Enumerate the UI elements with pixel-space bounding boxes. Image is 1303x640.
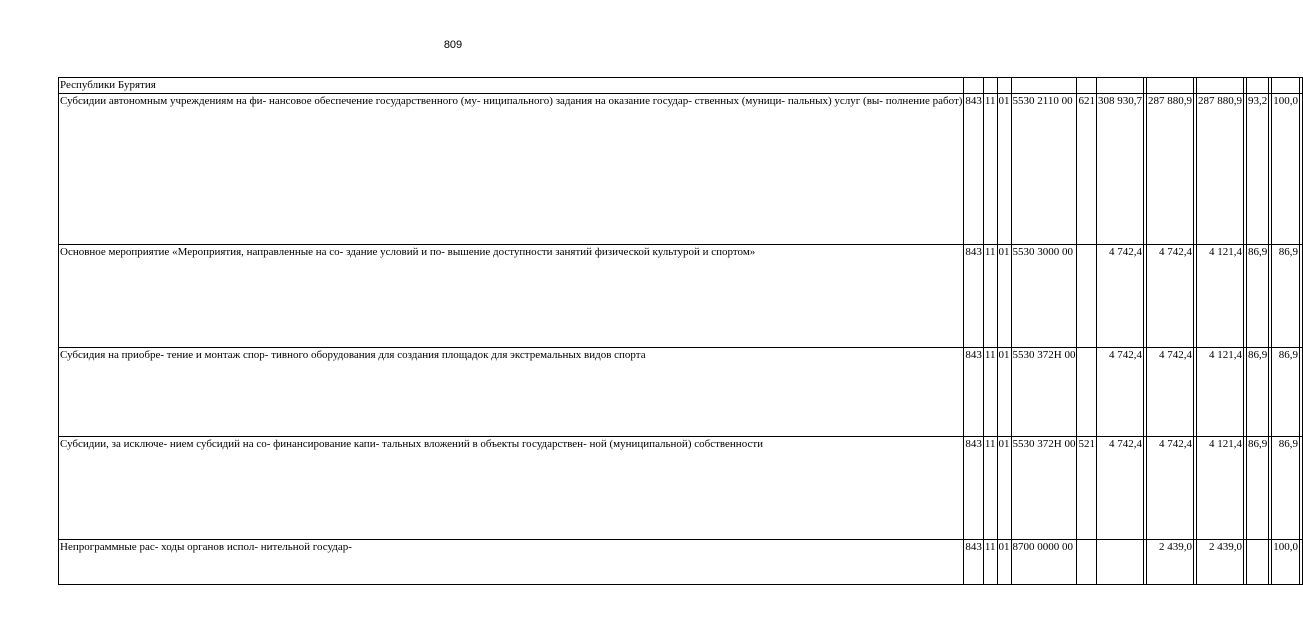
- table-row: [59, 436, 1303, 539]
- cell-percent-refined: 100,0: [1272, 93, 1300, 244]
- cell-csr: 5530 372Н 00: [1011, 347, 1077, 436]
- table-row: [59, 347, 1303, 436]
- cell-approved: 4 742,4: [1096, 436, 1143, 539]
- cell-pr: 01: [997, 93, 1011, 244]
- cell-percent-approved: 86,9: [1246, 347, 1268, 436]
- cell-vr: [1077, 244, 1097, 347]
- cell-pr: 01: [997, 244, 1011, 347]
- cell-csr: 5530 2110 00: [1011, 93, 1077, 244]
- cell-rz: 11: [983, 93, 997, 244]
- cell-percent-refined: 86,9: [1272, 436, 1300, 539]
- cell-percent-refined: 86,9: [1272, 244, 1300, 347]
- table-header-row: [59, 78, 1303, 94]
- row-name: Субсидии автономным учреждениям на фи- нансовое обеспечение государственного (му- ниципального) задания на оказание государ- ственных (муници- пальных) услуг (вы- полнение работ): [59, 93, 964, 244]
- cell-vr: [1077, 347, 1097, 436]
- cell-percent-approved: [1246, 539, 1268, 584]
- cell-executed: 4 121,4: [1196, 436, 1243, 539]
- row-name: Основное мероприятие «Мероприятия, направленные на со- здание условий и по- вышение доступности занятий физической культурой и спортом»: [59, 244, 964, 347]
- cell-executed: 287 880,9: [1196, 93, 1243, 244]
- cell-csr: 8700 0000 00: [1011, 539, 1077, 584]
- cell-approved: 308 930,7: [1096, 93, 1143, 244]
- cell-vr: [1077, 539, 1097, 584]
- cell-percent-approved: 93,2: [1246, 93, 1268, 244]
- cell-grbs: 843: [964, 347, 984, 436]
- page-number: 809: [443, 39, 463, 51]
- cell-refined: 2 439,0: [1146, 539, 1193, 584]
- cell-rz: 11: [983, 436, 997, 539]
- cell-approved: [1096, 539, 1143, 584]
- cell-refined: 4 742,4: [1146, 244, 1193, 347]
- cell-percent-approved: 86,9: [1246, 244, 1268, 347]
- table-row: [59, 93, 1303, 244]
- table-row: [59, 244, 1303, 347]
- cell-grbs: 843: [964, 93, 984, 244]
- cell-vr: 521: [1077, 436, 1097, 539]
- cell-rz: 11: [983, 539, 997, 584]
- cell-pr: 01: [997, 436, 1011, 539]
- cell-csr: 5530 3000 00: [1011, 244, 1077, 347]
- cell-percent-refined: 86,9: [1272, 347, 1300, 436]
- budget-table: [58, 77, 1303, 585]
- cell-refined: 4 742,4: [1146, 436, 1193, 539]
- cell-executed: 4 121,4: [1196, 244, 1243, 347]
- cell-percent-approved: 86,9: [1246, 436, 1268, 539]
- row-name: Непрограммные рас- ходы органов испол- нительной государ-: [59, 539, 964, 584]
- cell-rz: 11: [983, 347, 997, 436]
- cell-rz: 11: [983, 244, 997, 347]
- cell-refined: 4 742,4: [1146, 347, 1193, 436]
- cell-pr: 01: [997, 347, 1011, 436]
- cell-vr: 621: [1077, 93, 1097, 244]
- cell-refined: 287 880,9: [1146, 93, 1193, 244]
- header-cell-name: Республики Бурятия: [59, 78, 964, 94]
- row-name: Субсидии, за исключе- нием субсидий на со- финансирование капи- тальных вложений в объекты государствен- ной (муниципальной) собственности: [59, 436, 964, 539]
- cell-percent-refined: 100,0: [1272, 539, 1300, 584]
- cell-csr: 5530 372Н 00: [1011, 436, 1077, 539]
- cell-grbs: 843: [964, 244, 984, 347]
- cell-executed: 4 121,4: [1196, 347, 1243, 436]
- cell-pr: 01: [997, 539, 1011, 584]
- cell-grbs: 843: [964, 436, 984, 539]
- cell-approved: 4 742,4: [1096, 347, 1143, 436]
- cell-grbs: 843: [964, 539, 984, 584]
- cell-executed: 2 439,0: [1196, 539, 1243, 584]
- cell-approved: 4 742,4: [1096, 244, 1143, 347]
- row-name: Субсидия на приобре- тение и монтаж спор- тивного оборудования для создания площадок для экстремальных видов спорта: [59, 347, 964, 436]
- table-row: [59, 539, 1303, 584]
